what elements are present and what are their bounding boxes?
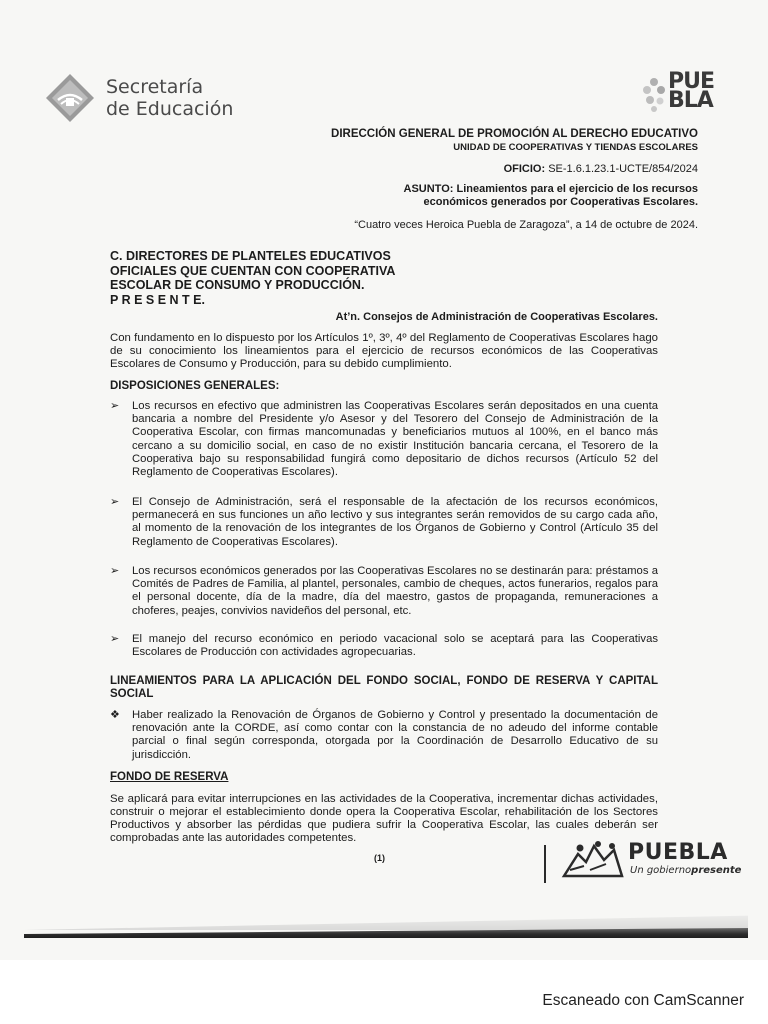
addressee-line1: C. DIRECTORES DE PLANTELES EDUCATIVOS [110,249,391,263]
unit-heading: UNIDAD DE COOPERATIVAS Y TIENDAS ESCOLARES [453,142,698,153]
scan-page-edge-shadow [24,906,748,930]
disposicion-item [110,633,658,659]
slogan-part-b: presente [691,865,742,876]
attention-line: At’n. Consejos de Administración de Cooperativas Escolares. [335,311,658,323]
asunto-line1: Lineamientos para el ejercicio de los recursos [456,183,698,195]
puebla-footer-name: PUEBLA [628,840,728,865]
arrow-bullet-icon: ➢ [110,496,120,508]
sep-logo-line1: Secretaría [106,76,204,98]
lineamiento-item [110,709,658,762]
sep-logo-text [106,76,233,120]
slogan-part-a: Un gobierno [630,865,692,876]
fondo-reserva-paragraph: Se aplicará para evitar interrupciones en las actividades de la Cooperativa, incrementar dichas actividades, construir o mejorar el establecimiento donde opera la Cooperativa Escolar, rehabilitación de los Sectores Productivos y absorber las pérdidas que pudiera sufrir la Cooperativa Escolar, las cuales deberán ser comprobadas ante las autoridades competentes. [110,793,658,844]
addressee-line4: P R E S E N T E. [110,292,205,307]
disposicion-text-4: El manejo del recurso económico en periodo vacacional solo se aceptará para las Cooperativas Escolares de Producción con actividades agropecuarias. [132,633,658,659]
date-line: “Cuatro veces Heroica Puebla de Zaragoza”, a 14 de octubre de 2024. [354,219,698,231]
puebla-logo-text [668,69,715,113]
addressee-block [110,249,395,307]
disposicion-text-1: Los recursos en efectivo que administren las Cooperativas Escolares serán depositados en una cuenta bancaria a nombre del Presidente y/o Asesor y del Tesorero del Consejo de Administración de la Cooperativa Escolar, con firmas mancomunadas y beneficiarios mutuos al 100%, en el banco más cercano a su domicilio social, en caso de no existir Institución bancaria cercana, el Tesorero de la Cooperativa bajo su responsabilidad fungirá como depositario de dichos recursos (Artículo 52 del Reglamento de Cooperativas Escolares). [132,400,658,479]
disposicion-item [110,565,658,618]
lineamientos-title: LINEAMIENTOS PARA LA APLICACIÓN DEL FONDO SOCIAL, FONDO DE RESERVA Y CAPITAL SOCIAL [110,675,658,700]
addressee-line3: ESCOLAR DE CONSUMO Y PRODUCCIÓN. [110,278,365,292]
diamond-bullet-icon: ❖ [110,709,120,721]
asunto-block [404,183,698,209]
oficio-label: OFICIO: [503,163,546,175]
disposicion-item [110,496,658,549]
footer-divider [544,845,546,883]
lineamiento-text: Haber realizado la Renovación de Órganos de Gobierno y Control y presentado la documentación de renovación ante la CORDE, así como contar con la constancia de no adeudo del informe contable parcial o final según corresponda, otorgada por la Coordinación de Desarrollo Educativo de su jurisdicción. [132,709,658,761]
disposiciones-title: DISPOSICIONES GENERALES: [110,380,280,392]
puebla-footer-slogan [630,865,741,876]
puebla-footer-logo [560,840,745,880]
asunto-line2: económicos generados por Cooperativas Escolares. [423,196,698,208]
sep-logo-line2: de Educación [106,98,234,120]
puebla-logo [640,69,730,120]
puebla-runners-logo-icon [560,840,626,880]
oficio-line [504,163,698,175]
oficio-value: SE-1.6.1.23.1-UCTE/854/2024 [548,163,698,175]
disposicion-text-3: Los recursos económicos generados por las Cooperativas Escolares no se destinarán para: préstamos a Comités de Padres de Familia, al plantel, personales, cambio de cheques, actos funerarios, regalos para el personal docente, día de la madre, día del maestro, gastos de propaganda, remuneraciones a choferes, peajes, convivios navideños del personal, etc. [132,565,658,617]
arrow-bullet-icon: ➢ [110,565,120,577]
fondo-reserva-title: FONDO DE RESERVA [110,771,229,783]
puebla-flower-logo-icon [640,74,668,114]
intro-paragraph: Con fundamento en lo dispuesto por los Artículos 1º, 3º, 4º del Reglamento de Cooperativas Escolares hago de su conocimiento los lineamientos para el ejercicio de recursos económicos de las Cooperativas Escolares de Consumo y Producción, para su debido cumplimiento. [110,332,658,370]
disposicion-item [110,400,658,479]
arrow-bullet-icon: ➢ [110,633,120,645]
puebla-logo-line2: BLA [668,88,713,113]
direction-heading: DIRECCIÓN GENERAL DE PROMOCIÓN AL DERECHO EDUCATIVO [331,128,698,140]
puebla-logo-line1: PUE [668,69,715,94]
asunto-label: ASUNTO: [403,183,454,195]
addressee-line2: OFICIALES QUE CUENTAN CON COOPERATIVA [110,263,396,278]
sep-logo [44,72,264,128]
camscanner-watermark: Escaneado con CamScanner [542,992,744,1009]
page-number: (1) [374,853,385,863]
arrow-bullet-icon: ➢ [110,400,120,412]
sep-diamond-logo-icon [44,72,96,124]
disposicion-text-2: El Consejo de Administración, será el responsable de la afectación de los recursos económicos, permanecerá en sus funciones un año lectivo y sus integrantes serán removidos de su cargo cada año, al momento de la renovación de los integrantes de los Órganos de Gobierno y Control (Artículo 35 del Reglamento de Cooperativas Escolares). [132,496,658,548]
